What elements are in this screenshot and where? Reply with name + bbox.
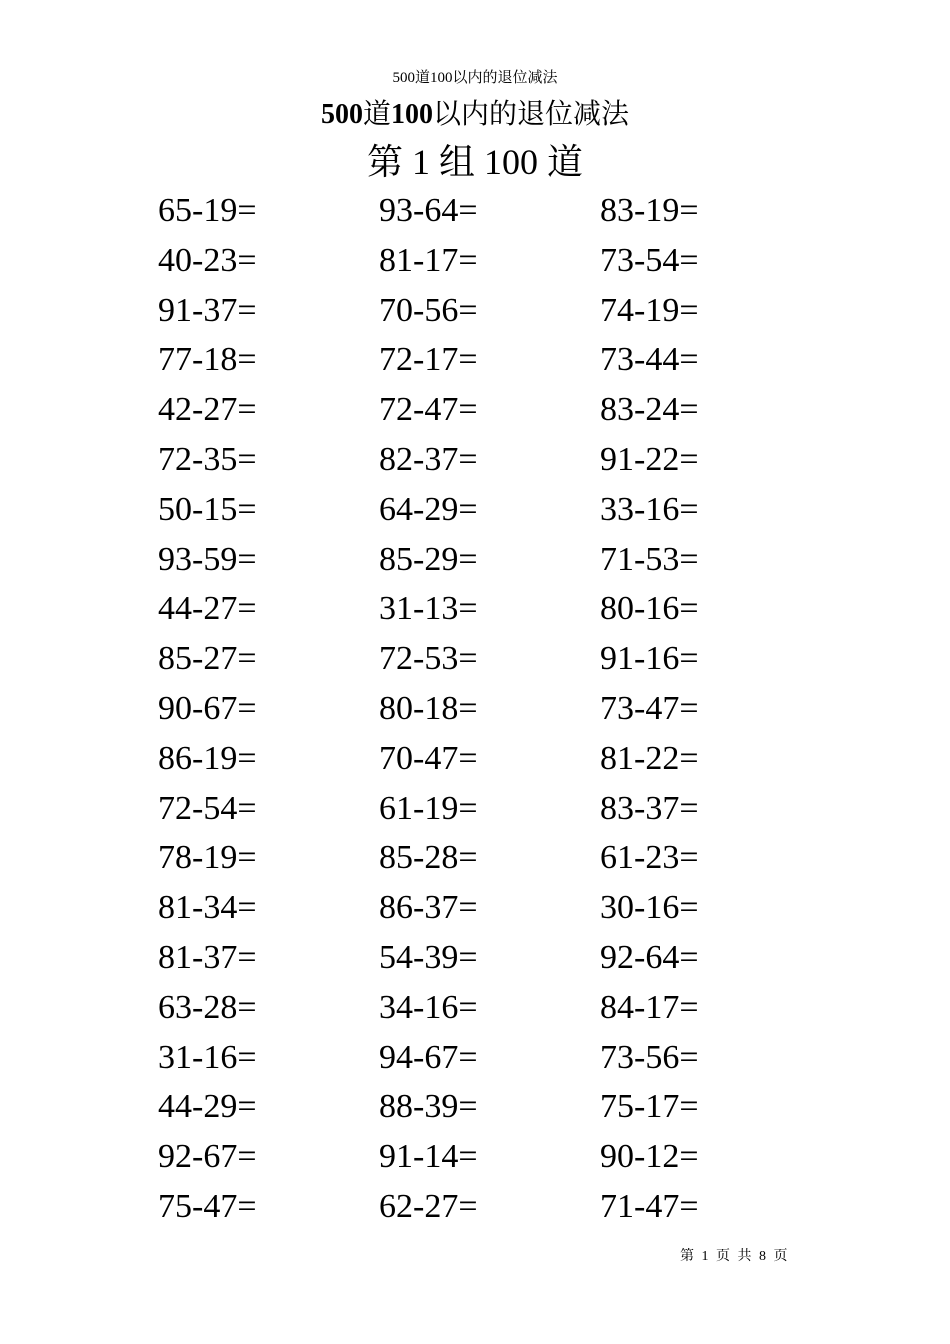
subtraction-problem: 71-47=	[600, 1187, 699, 1225]
title-text-rest: 以内的退位减法	[433, 99, 630, 130]
subtraction-problem: 61-23=	[600, 839, 699, 877]
subtraction-problem: 85-29=	[379, 540, 478, 578]
subtraction-problem: 91-14=	[379, 1138, 478, 1176]
subtraction-problem: 81-37=	[158, 938, 257, 976]
title-number-500: 500	[320, 99, 363, 130]
subtraction-problem: 93-64=	[379, 192, 478, 229]
subtraction-problem: 72-47=	[379, 391, 478, 429]
subtraction-problem: 84-17=	[600, 988, 699, 1026]
subtraction-problem: 94-67=	[379, 1038, 478, 1076]
subtraction-problem: 81-22=	[600, 739, 699, 777]
subtraction-problem: 70-47=	[379, 739, 478, 777]
subtraction-problem: 88-39=	[379, 1088, 478, 1126]
subtraction-problem: 92-64=	[600, 938, 699, 976]
document-title	[0, 97, 950, 133]
subtraction-problem: 77-18=	[158, 341, 257, 379]
subtraction-problem: 30-16=	[600, 889, 699, 927]
subtraction-problem: 83-19=	[600, 192, 699, 229]
subtraction-problem: 61-19=	[379, 789, 478, 827]
subtraction-problem: 50-15=	[158, 490, 257, 528]
subtraction-problem: 92-67=	[158, 1138, 257, 1176]
subtraction-problem: 40-23=	[158, 241, 257, 279]
subtraction-problem: 91-16=	[600, 640, 699, 678]
subtraction-problem: 82-37=	[379, 440, 478, 478]
subtraction-problem: 93-59=	[158, 540, 257, 578]
subtraction-problem: 70-56=	[379, 291, 478, 329]
subtraction-problem: 44-27=	[158, 590, 257, 628]
subtraction-problem: 74-19=	[600, 291, 699, 329]
subtraction-problem: 63-28=	[158, 988, 257, 1026]
subtraction-problem: 91-22=	[600, 440, 699, 478]
page-footer: 第 1 页 共 8 页	[680, 1249, 788, 1264]
subtraction-problem: 86-19=	[158, 739, 257, 777]
subtraction-problem: 86-37=	[379, 889, 478, 927]
subtraction-problem: 90-67=	[158, 689, 257, 727]
subtraction-problem: 73-47=	[600, 689, 699, 727]
subtraction-problem: 42-27=	[158, 391, 257, 429]
subtraction-problem: 72-54=	[158, 789, 257, 827]
subtraction-problem: 90-12=	[600, 1138, 699, 1176]
title-number-100: 100	[391, 99, 433, 130]
subtraction-problem: 64-29=	[379, 490, 478, 528]
subtraction-problem: 54-39=	[379, 938, 478, 976]
subtraction-problem: 78-19=	[158, 839, 257, 877]
group-title: 第 1 组 100 道	[366, 142, 583, 182]
subtraction-problem: 81-17=	[379, 241, 478, 279]
subtraction-problem: 75-17=	[600, 1088, 699, 1126]
subtraction-problem: 91-37=	[158, 291, 257, 329]
subtraction-problem: 72-17=	[379, 341, 478, 379]
subtraction-problem: 85-28=	[379, 839, 478, 877]
subtraction-problem: 71-53=	[600, 540, 699, 578]
subtraction-problem: 33-16=	[600, 490, 699, 528]
subtraction-problem: 80-18=	[379, 689, 478, 727]
subtraction-problem: 73-44=	[600, 341, 699, 379]
problem-grid	[158, 186, 798, 1232]
subtraction-problem: 65-19=	[158, 192, 257, 229]
subtraction-problem: 83-37=	[600, 789, 699, 827]
subtraction-problem: 62-27=	[379, 1187, 478, 1225]
subtraction-problem: 44-29=	[158, 1088, 257, 1126]
subtraction-problem: 34-16=	[379, 988, 478, 1026]
subtraction-problem: 80-16=	[600, 590, 699, 628]
subtraction-problem: 72-53=	[379, 640, 478, 678]
subtraction-problem: 81-34=	[158, 889, 257, 927]
title-text-dao: 道	[362, 99, 391, 130]
subtraction-problem: 75-47=	[158, 1187, 257, 1225]
subtraction-problem: 83-24=	[600, 391, 699, 429]
subtraction-problem: 31-13=	[379, 590, 478, 628]
subtraction-problem: 85-27=	[158, 640, 257, 678]
subtraction-problem: 72-35=	[158, 440, 257, 478]
running-header: 500道100以内的退位减法	[392, 70, 558, 86]
subtraction-problem: 73-54=	[600, 241, 699, 279]
subtraction-problem: 31-16=	[158, 1038, 257, 1076]
subtraction-problem: 73-56=	[600, 1038, 699, 1076]
